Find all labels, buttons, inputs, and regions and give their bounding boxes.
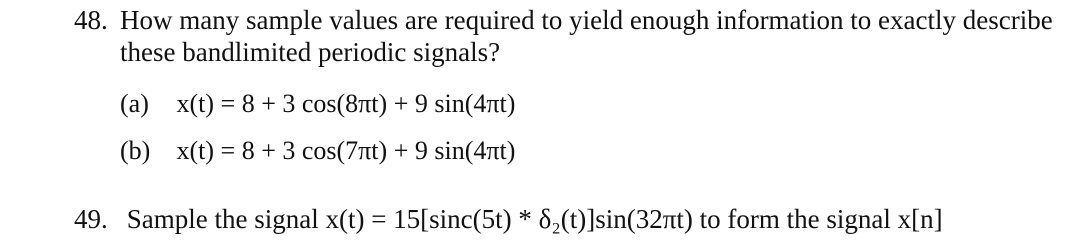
part-b [120,135,515,167]
next-problem-number: 49. [74,204,108,234]
part-b-equation: x(t) = 8 + 3 cos(7πt) + 9 sin(4πt) [176,136,516,165]
part-a-label: (a) [120,89,149,118]
next-problem-text: Sample the signal x(t) = 15[sinc(5t) * δ₂(t)]sin(32πt) to form the signal x[n] [126,204,943,234]
next-problem-cutoff [74,203,943,235]
problem-question: How many sample values are required to yield enough information to exactly describe these bandlimited periodic signals? [120,5,1060,67]
part-a [120,88,515,120]
part-a-equation: x(t) = 8 + 3 cos(8πt) + 9 sin(4πt) [176,89,516,118]
problem-number: 48. [74,5,108,35]
part-b-label: (b) [120,136,151,165]
